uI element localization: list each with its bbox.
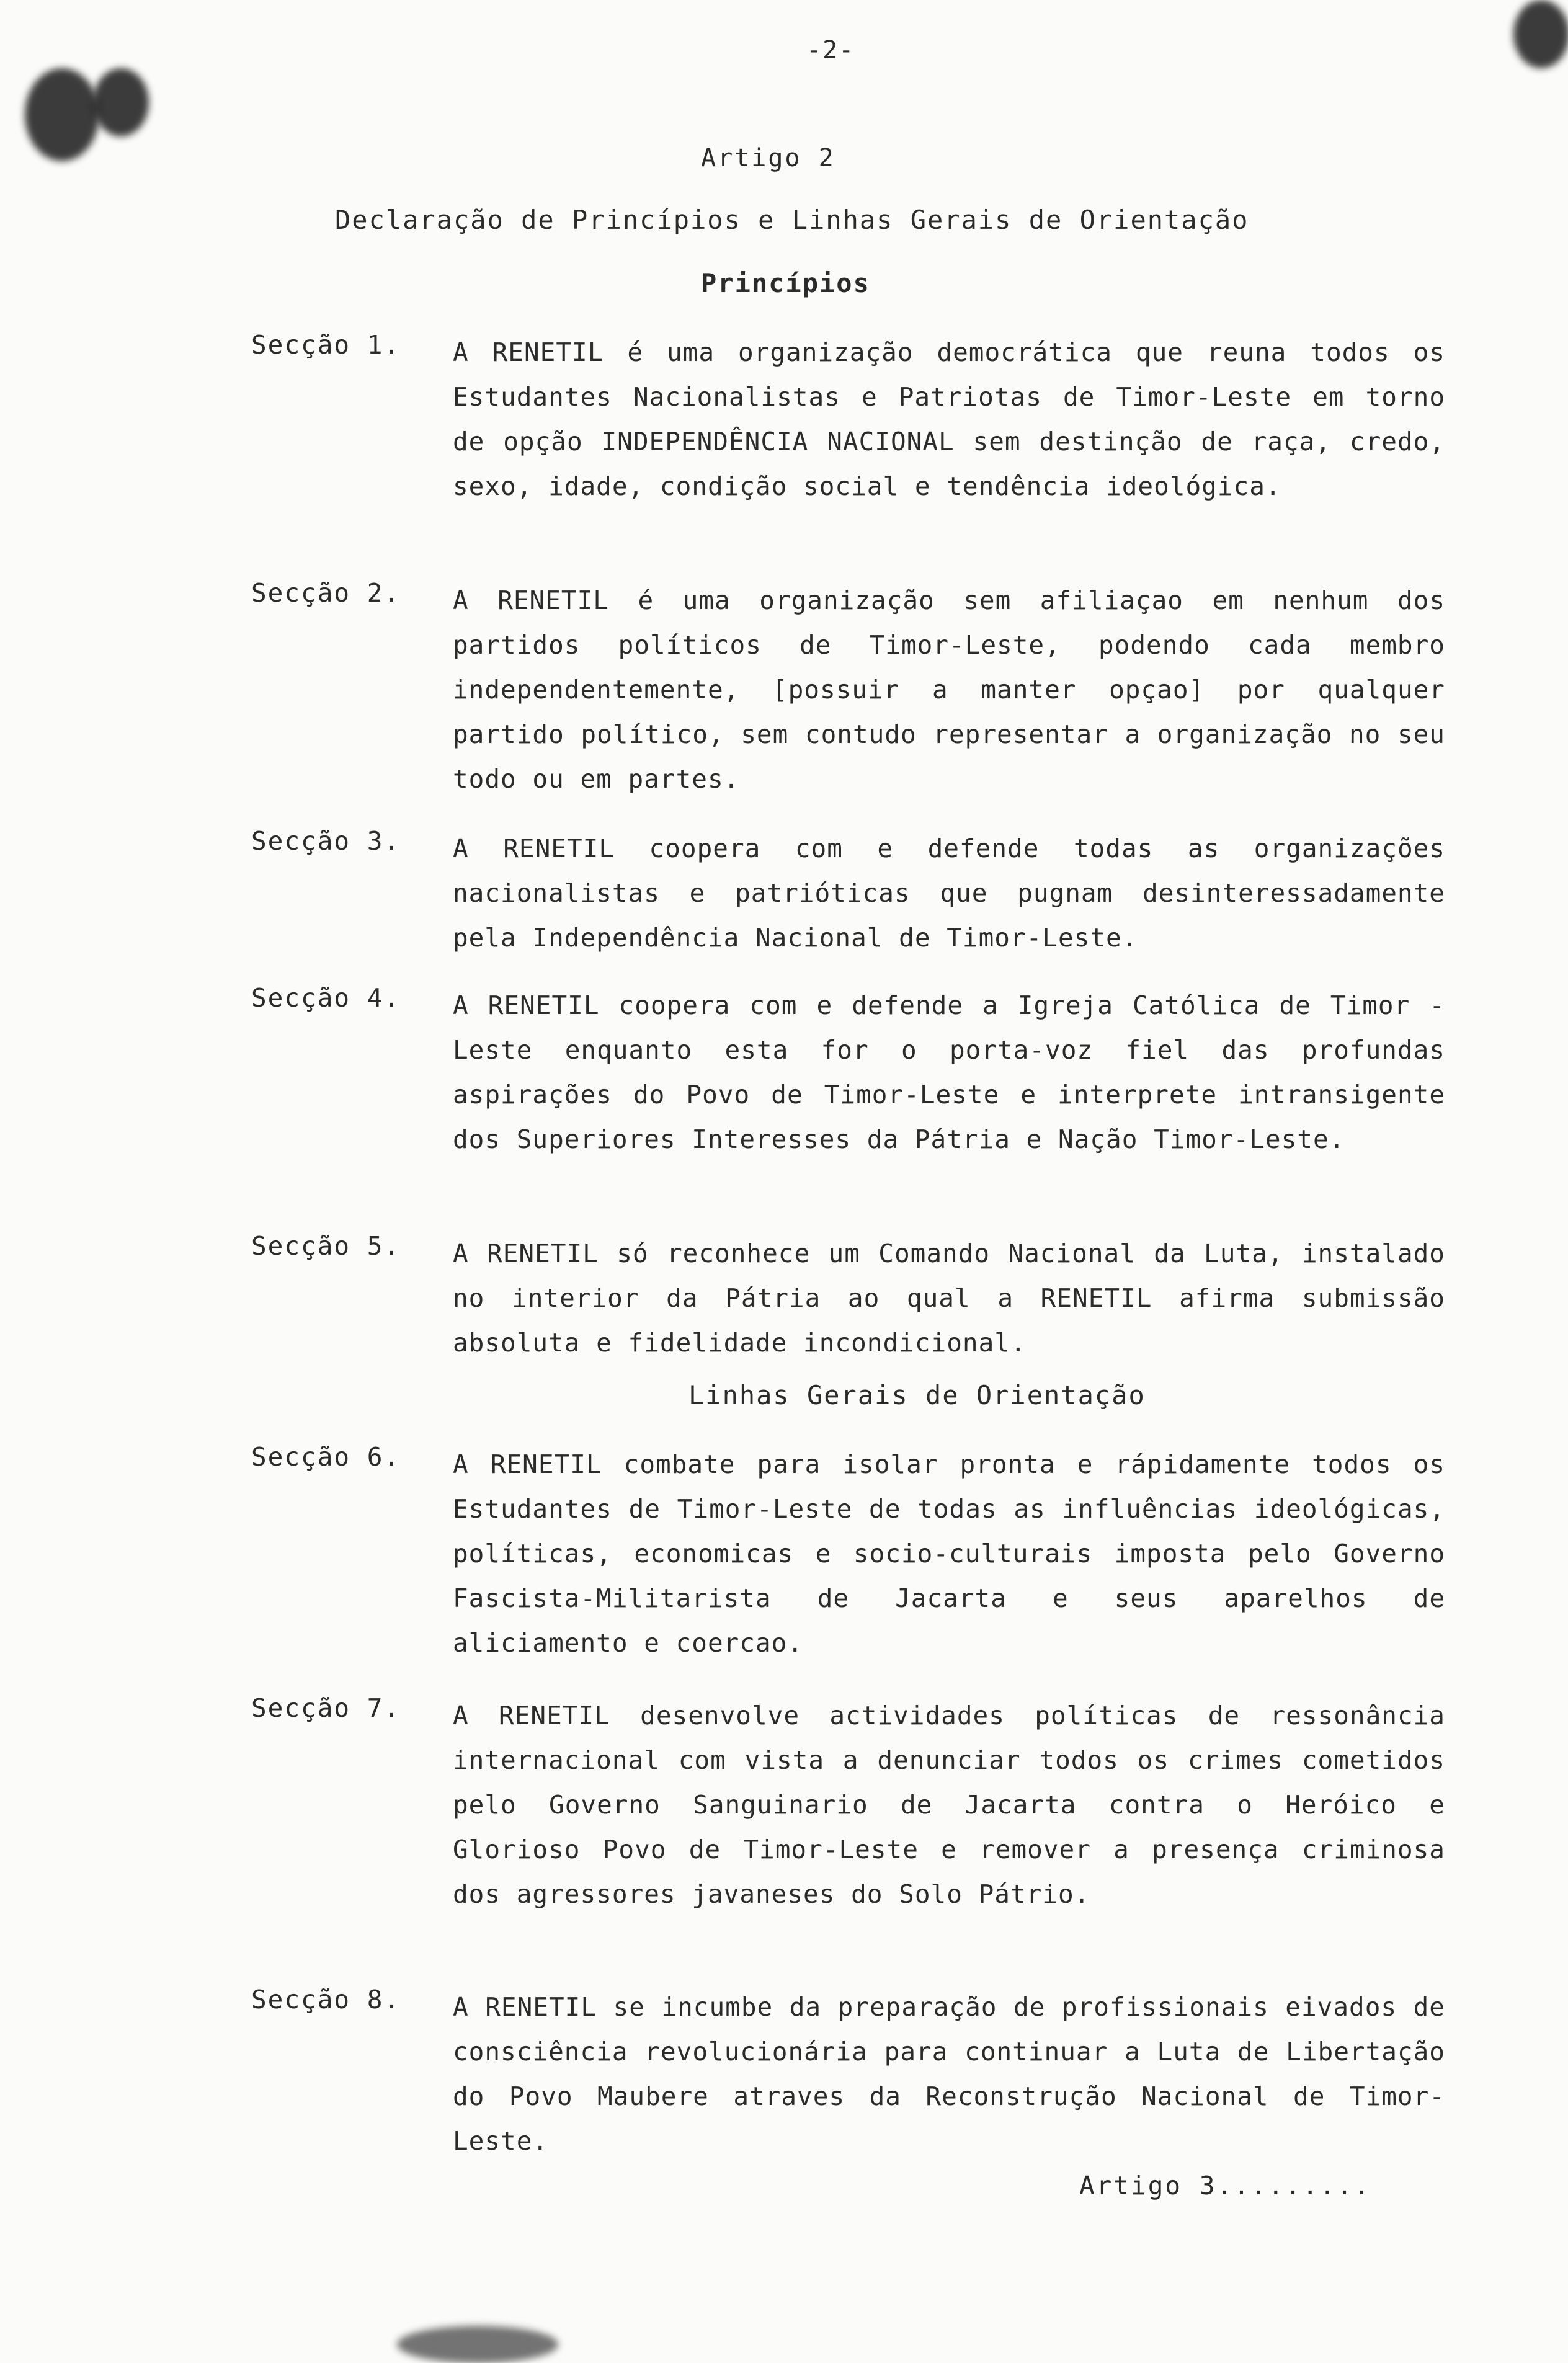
section-text: A RENETIL só reconhece um Comando Nacional da Luta, instalado no interior da Pátria ao qual a RENETIL afirma submissão absoluta e fidelidade incondicional. [453, 1239, 1445, 1358]
scan-blot-top-left [25, 68, 99, 161]
section-label: Secção 5. [251, 1231, 401, 1261]
page-number: -2- [806, 36, 855, 65]
section-text: A RENETIL combate para isolar pronta e rápidamente todos os Estudantes de Timor-Leste de todas as influências ideológicas, políticas, economicas e socio-culturais imposta pelo Governo Fascista-Militarista de Jacarta e seus aparelhos de aliciamento e coercao. [453, 1449, 1445, 1658]
section-label: Secção 1. [251, 330, 401, 360]
section-text: A RENETIL se incumbe da preparação de profissionais eivados de consciência revolucionária para continuar a Luta de Libertação do Povo Maubere atraves da Reconstrução Nacional de Timor-Leste. [453, 1992, 1445, 2156]
section-label: Secção 6. [251, 1442, 401, 1472]
scan-blot-top-left-2 [93, 68, 149, 136]
section-label: Secção 7. [251, 1693, 401, 1723]
section-text: A RENETIL desenvolve actividades políticas de ressonância internacional com vista a denunciar todos os crimes cometidos pelo Governo Sanguinario de Jacarta contra o Heróico e Glorioso Povo de Timor-Leste e remover a presença criminosa dos agressores javaneses do Solo Pátrio. [453, 1701, 1445, 1909]
section-label: Secção 3. [251, 826, 401, 856]
continuation-marker: Artigo 3......... [1079, 2171, 1371, 2201]
section-text: A RENETIL coopera com e defende todas as organizações nacionalistas e patrióticas que pugnam desinteressadamente pela Independência Nacional de Timor-Leste. [453, 834, 1445, 953]
section-label: Secção 4. [251, 983, 401, 1013]
section-label: Secção 2. [251, 578, 401, 608]
principles-heading: Princípios [701, 268, 870, 298]
scan-blot-top-right [1513, 0, 1568, 68]
section-label: Secção 8. [251, 1985, 401, 2014]
section-text: A RENETIL é uma organização democrática que reuna todos os Estudantes Nacionalistas e Patriotas de Timor-Leste em torno de opção INDEPENDÊNCIA NACIONAL sem destinção de raça, credo, sexo, idade, condição social e tendência ideológica. [453, 337, 1445, 501]
scan-blot-bottom [397, 2326, 558, 2363]
section-text: A RENETIL coopera com e defende a Igreja Católica de Timor -Leste enquanto esta for o porta-voz fiel das profundas aspirações do Povo de Timor-Leste e interprete intransigente dos Superiores Interesses da Pátria e Nação Timor-Leste. [453, 990, 1445, 1154]
guidelines-heading: Linhas Gerais de Orientação [688, 1380, 1146, 1410]
section-text: A RENETIL é uma organização sem afiliaçao em nenhum dos partidos políticos de Timor-Leste, podendo cada membro independentemente, [possuir a manter opçao] por qualquer partido político, sem contudo representar a organização no seu todo ou em partes. [453, 585, 1445, 794]
article-heading: Artigo 2 [701, 144, 835, 172]
declaration-title: Declaração de Princípios e Linhas Gerais de Orientação [335, 205, 1249, 235]
